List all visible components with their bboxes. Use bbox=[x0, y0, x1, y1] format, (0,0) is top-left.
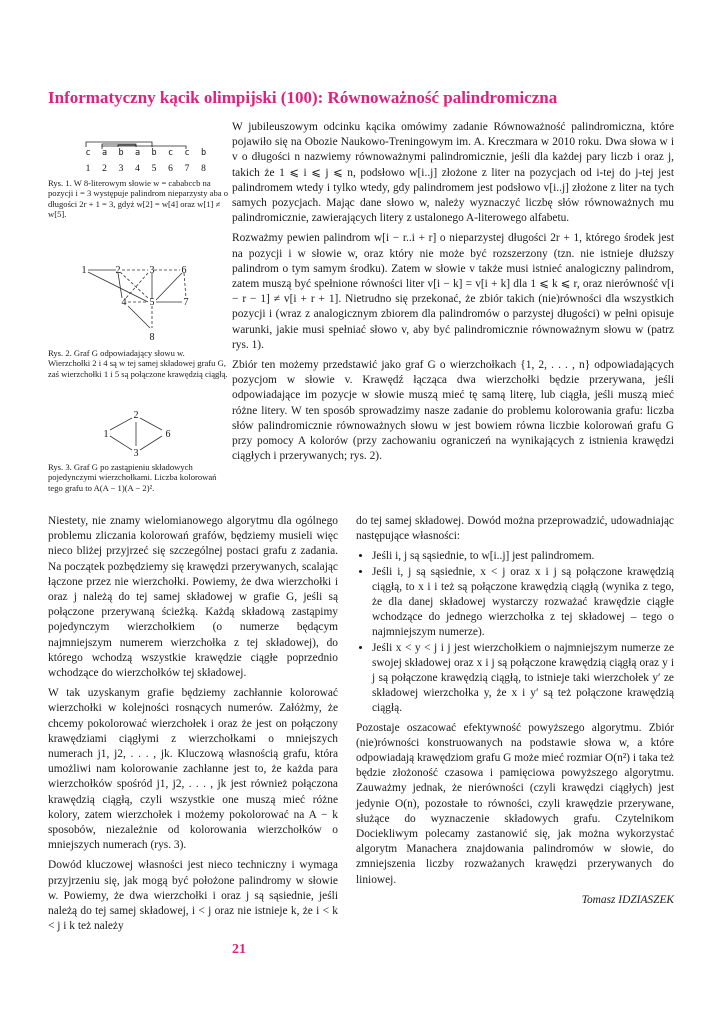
list-item: • Jeśli x < y < j i j jest wierzchołkiem o najmniejszym numerze ze swojej składowej oraz x i j są połączone krawędzią ciągłą oraz y i j są połączone krawędzią ciągłą, to istnieje taki wierzchołek y′ ze składowej wierzchołka y, że x i y′ są też połączone krawędzią ciągłą. bbox=[372, 641, 674, 717]
position-number: 8 bbox=[201, 164, 206, 174]
figure-1-caption: Rys. 1. W 8-literowym słowie w = cababccb na pozycji i = 3 występuje palindrom nieparzysty aba o długości 2r + 1 = 3, gdyż w[2] = w[4] oraz w[1] ≠ w[5]. bbox=[48, 178, 229, 219]
author: Tomasz IDZIASZEK bbox=[581, 893, 674, 906]
paragraph: Zbiór ten możemy przedstawić jako graf G o wierzchołkach {1, 2, . . . , n} odpowiadających pozycjom w słowie v. Krawędź łącząca dwa wierzchołki będzie przerywana, jeśli odpowiadające im pozycje w słowie muszą mieć tę samą literę, lub ciągła, jeśli muszą mieć różne litery. W ten sposób sprowadzimy nasze zadanie do problemu kolorowania grafu: liczba słów palindromicznie równoważnych słowu w jest bowiem równa liczbie kolorowań grafu G przy pomocy A kolorów (przy zachowaniu ograniczeń na wynikających z istnienia krawędzi ciągłych i przerywanych; rys. 2). bbox=[232, 359, 674, 463]
figure-2-graph bbox=[48, 258, 228, 348]
position-number: 1 bbox=[85, 164, 91, 174]
position-number: 2 bbox=[102, 164, 107, 174]
graph-node: 2 bbox=[115, 265, 121, 276]
graph-node: 6 bbox=[165, 429, 171, 440]
right-column-bottom bbox=[356, 514, 674, 908]
paragraph: W tak uzyskanym grafie będziemy zachłannie kolorować wierzchołki w kolejności rosnących numerów. Załóżmy, że chcemy pokolorować wierzchołek i oraz że jest on połączony krawędziami ciągłymi z wierzchołkami o mniejszych numerach j1, j2, . . . , jk. Kluczową własnością grafu, która umożliwi nam kolorowanie zachłanne jest to, że każda para wierzchołków spośród j1, j2, . . . , jk jest również połączona krawędzią ciągłą, czyli wszystkie one muszą mieć różne kolory, zatem wierzchołek i możemy pokolorować na A − k sposobów, niezależnie od kolorowania wierzchołków o mniejszych numerach (rys. 3). bbox=[48, 687, 338, 852]
word-letter: b bbox=[200, 148, 207, 158]
graph-node: 4 bbox=[121, 297, 127, 308]
figure-3-graph bbox=[48, 408, 228, 458]
position-number: 6 bbox=[168, 164, 173, 174]
page-number: 21 bbox=[232, 942, 246, 957]
graph-node: 7 bbox=[183, 297, 189, 308]
word-letter: a bbox=[101, 148, 108, 158]
paragraph: Pozostaje oszacować efektywność powyższego algorytmu. Zbiór (nie)równości konstruowanych na podstawie słowa w, a które odpowiadają krawędziom grafu G może mieć rozmiar O(n²) i taka też będzie złożoność czasowa i pamięciowa powyższego algorytmu. Zauważmy jednak, że nierówności (czyli krawędzi ciągłych) jest jedynie O(n), pozostałe to równości, czyli krawędzie przerywane, służące do wyznaczenie składowych grafu. Czytelnikom Dociekliwym polecamy zastanowić się, jak można wykorzystać algorytm Manachera znajdowania palindromów w słowie, do zmniejszenia liczby rozważanych krawędzi przerywanych do liniowej. bbox=[356, 721, 674, 886]
figure-1-word-diagram bbox=[48, 138, 228, 178]
left-column-bottom bbox=[48, 514, 338, 939]
figure-2-caption: Rys. 2. Graf G odpowiadający słowu w. Wierzchołki 2 i 4 są w tej samej składowej grafu G, zaś wierzchołki 1 i 5 są połączone krawędzią ciągłą. bbox=[48, 348, 228, 379]
word-letter: c bbox=[85, 148, 91, 158]
paragraph: Niestety, nie znamy wielomianowego algorytmu dla ogólnego problemu zliczania kolorowań grafów, będziemy musieli więc nieco bliżej przyjrzeć się szczególnej postaci grafu z zadania. Na początek pozbędziemy się krawędzi przerywanych, scalając łączone przez nie wierzchołki. Powiemy, że dwa wierzchołki i oraz j należą do tej samej składowej w grafie G, jeśli są połączone przerywaną ścieżką. Każdą składową zastąpimy pojedynczym wierzchołkiem (o numerze będącym najmniejszym numerem wierzchołka z tej składowej), do którego wchodzą wszystkie krawędzie ciągłe poprzednio wchodzące do wierzchołków tej składowej. bbox=[48, 515, 338, 680]
graph-node: 2 bbox=[133, 410, 139, 421]
paragraph: Dowód kluczowej własności jest nieco techniczny i wymaga przyjrzeniu się, jak mogą być położone palindromy w słowie w. Powiemy, że dwa wierzchołki i oraz j są sąsiednie, jeśli należą do tej samej składowej, i < j oraz nie istnieje k, że i < k < j i k też należy bbox=[48, 859, 338, 933]
word-letter: b bbox=[118, 148, 124, 158]
position-number: 5 bbox=[151, 164, 157, 174]
property-list bbox=[356, 549, 674, 716]
paragraph: Rozważmy pewien palindrom w[i − r..i + r] o nieparzystej długości 2r + 1, którego środek jest na pozycji i w słowie w, oraz który nie może być rozszerzony (tzn. nie istnieje dłuższy palindrom o tym samym środku). Zatem w słowie v także musi istnieć analogiczny palindrom, zatem muszą być spełnione równości liter v[i − k] = v[i + k] dla 1 ⩽ k ⩽ r, oraz nierówność v[i − r − 1] ≠ v[i + r + 1]. Nietrudno się przekonać, że zbiór takich (nie)równości dla wszystkich pozycji i (wraz z analogicznym zbiorem dla palindromów o parzystej długości) w pełni opisuje warunki, jakie musi spełniać słowo v, aby być palindromicznie równoważnym słowu w (patrz rys. 1). bbox=[232, 232, 674, 351]
position-number: 3 bbox=[118, 164, 124, 174]
position-number: 7 bbox=[184, 164, 190, 174]
word-letter: b bbox=[151, 148, 157, 158]
graph-node: 6 bbox=[181, 265, 187, 276]
graph-node: 8 bbox=[149, 332, 155, 343]
article-title: Informatyczny kącik olimpijski (100): Równoważność palindromiczna bbox=[48, 88, 558, 107]
word-letter: c bbox=[184, 148, 190, 158]
word-letter: c bbox=[167, 148, 174, 158]
paragraph: do tej samej składowej. Dowód można przeprowadzić, udowadniając następujące własności: bbox=[356, 515, 674, 543]
position-number: 4 bbox=[135, 164, 140, 174]
figure-3-caption: Rys. 3. Graf G po zastąpieniu składowych pojedynczymi wierzchołkami. Liczba kolorowań tego grafu to A(A − 1)(A − 2)². bbox=[48, 462, 217, 493]
graph-node: 1 bbox=[81, 265, 87, 276]
paragraph: W jubileuszowym odcinku kącika omówimy zadanie Równoważność palindromiczna, które pojawiło się na Obozie Naukowo-Treningowym im. A. Kreczmara w 2010 roku. Dwa słowa w i v o długości n nazwiemy równoważnymi palindromicznie, jeśli dla każdej pary liczb i oraz j, takich że 1 ⩽ i ⩽ j ⩽ n, podsłowo w[i..j] złożone z liter na pozycjach od i-tej do j-tej jest palindromem wtedy i tylko wtedy, gdy palindromem jest podsłowo v[i..j] złożone z liter na tych samych pozycjach. Mając dane słowo w, należy wyznaczyć liczbę słów równoważnych mu palindromicznie, zawierających litery z ustalonego A-literowego alfabetu. bbox=[232, 121, 674, 225]
word-letter: a bbox=[134, 148, 141, 158]
graph-node: 3 bbox=[133, 448, 139, 458]
list-item: • Jeśli i, j są sąsiednie, to w[i..j] jest palindromem. bbox=[372, 549, 674, 564]
graph-node: 1 bbox=[103, 429, 109, 440]
list-item: • Jeśli i, j są sąsiednie, x < j oraz x i j są połączone krawędzią ciągłą, to x i i też są połączone krawędzią ciągłą (wynika z tego, że dla danej składowej wystarczy rozważać krawędzie ciągłe wchodzące do jednego wierzchołka z tej składowej – tego o najmniejszym numerze). bbox=[372, 565, 674, 641]
graph-node: 3 bbox=[149, 265, 155, 276]
graph-node: 5 bbox=[149, 297, 155, 308]
right-column-top bbox=[232, 120, 674, 469]
